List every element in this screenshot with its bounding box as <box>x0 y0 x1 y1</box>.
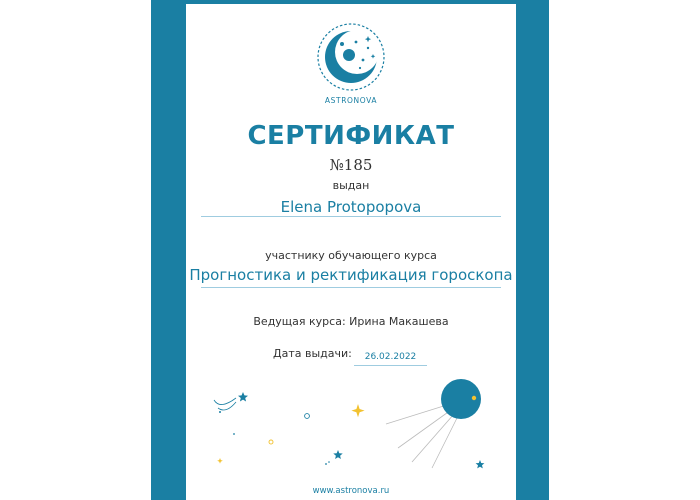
star-icon <box>476 460 485 468</box>
course-underline <box>201 287 501 288</box>
dot-icon <box>269 440 273 444</box>
dot-icon <box>328 461 330 463</box>
certificate-sheet <box>186 4 516 500</box>
shooting-star-icon <box>214 392 248 413</box>
star-icon <box>333 450 342 459</box>
website-link[interactable]: www.astronova.ru <box>312 486 390 496</box>
recipient-underline <box>201 216 501 217</box>
dot-icon <box>305 414 310 419</box>
instructor-line: Ведущая курса: Ирина Макашева <box>253 315 449 328</box>
course-name: Прогностика и ректификация гороскопа <box>189 266 513 284</box>
moon-logo-icon <box>316 22 386 92</box>
date-value: 26.02.2022 <box>364 352 417 362</box>
certificate-number: №185 <box>329 156 373 174</box>
date-label: Дата выдачи: <box>273 347 352 360</box>
issued-label: выдан <box>332 179 370 192</box>
participant-label: участнику обучающего курса <box>265 249 437 262</box>
certificate-title: СЕРТИФИКАТ <box>247 121 455 151</box>
dot-icon <box>325 463 327 465</box>
recipient-name: Elena Protopopova <box>280 198 422 216</box>
star-icon <box>217 458 223 464</box>
decoration <box>186 364 516 474</box>
sputnik-icon <box>386 379 481 468</box>
dot-icon <box>233 433 235 435</box>
star-icon <box>351 404 364 417</box>
brand-name: ASTRONOVA <box>324 96 378 105</box>
